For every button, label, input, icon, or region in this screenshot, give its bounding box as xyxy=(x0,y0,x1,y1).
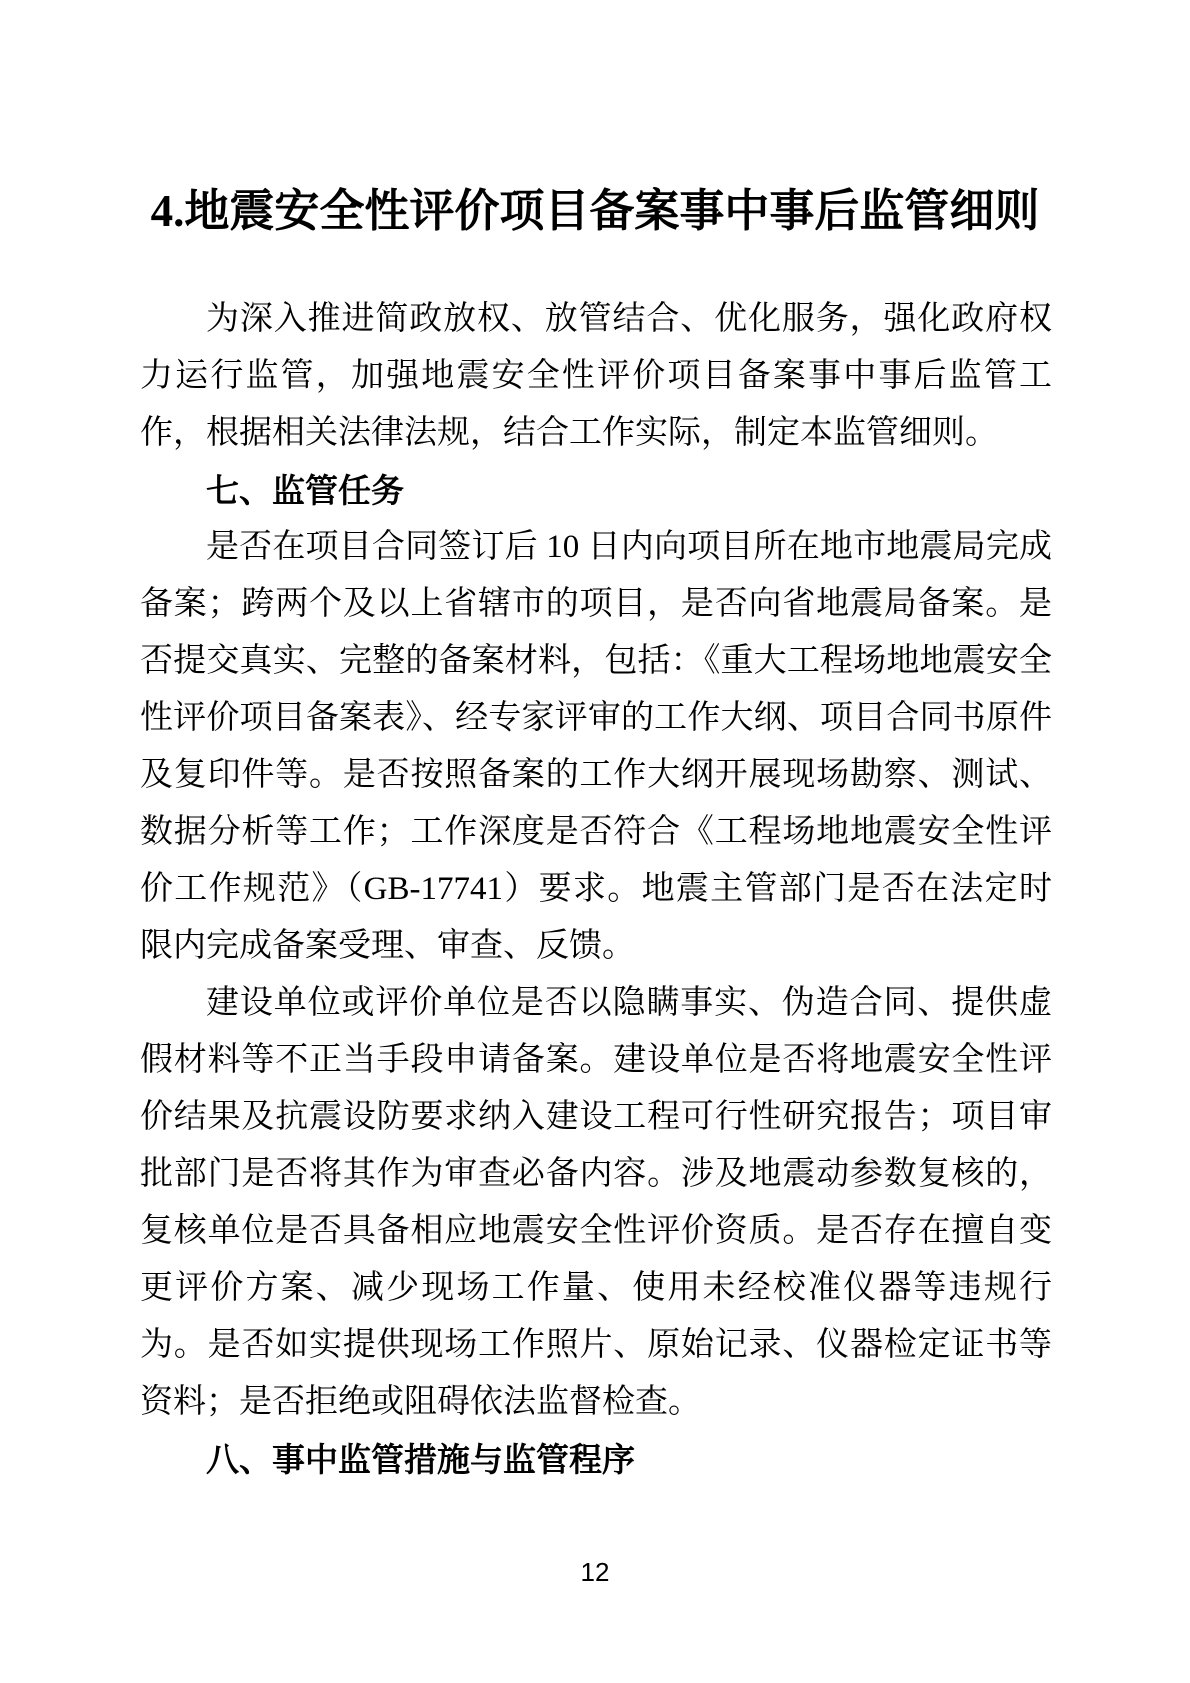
section-heading-supervision-tasks: 七、监管任务 xyxy=(206,472,404,509)
section-heading-supervision-measures: 八、事中监管措施与监管程序 xyxy=(206,1441,635,1478)
document-title: 4.地震安全性评价项目备案事中事后监管细则 xyxy=(150,186,1040,236)
page-number: 12 xyxy=(580,1557,610,1587)
document-body xyxy=(140,291,1052,1488)
paragraph-supervision-tasks: 是否在项目合同签订后 10 日内向项目所在地市地震局完成备案；跨两个及以上省辖市的项目，是否向省地震局备案。是否提交真实、完整的备案材料，包括：《重大工程场地地震安全性评价项目备案表》、经专家评审的工作大纲、项目合同书原件及复印件等。是否按照备案的工作大纲开展现场勘察、测试、数据分析等工作；工作深度是否符合《工程场地地震安全性评价工作规范》（GB-17741）要求。地震主管部门是否在法定时限内完成备案受理、审查、反馈。 xyxy=(140,529,1052,964)
paragraph-violation-checks: 建设单位或评价单位是否以隐瞒事实、伪造合同、提供虚假材料等不正当手段申请备案。建设单位是否将地震安全性评价结果及抗震设防要求纳入建设工程可行性研究报告；项目审批部门是否将其作为审查必备内容。涉及地震动参数复核的，复核单位是否具备相应地震安全性评价资质。是否存在擅自变更评价方案、减少现场工作量、使用未经校准仪器等违规行为。是否如实提供现场工作照片、原始记录、仪器检定证书等资料；是否拒绝或阻碍依法监督检查。 xyxy=(140,985,1052,1420)
paragraph-intro: 为深入推进简政放权、放管结合、优化服务，强化政府权力运行监管，加强地震安全性评价项目备案事中事后监管工作，根据相关法律法规，结合工作实际，制定本监管细则。 xyxy=(140,301,1052,451)
